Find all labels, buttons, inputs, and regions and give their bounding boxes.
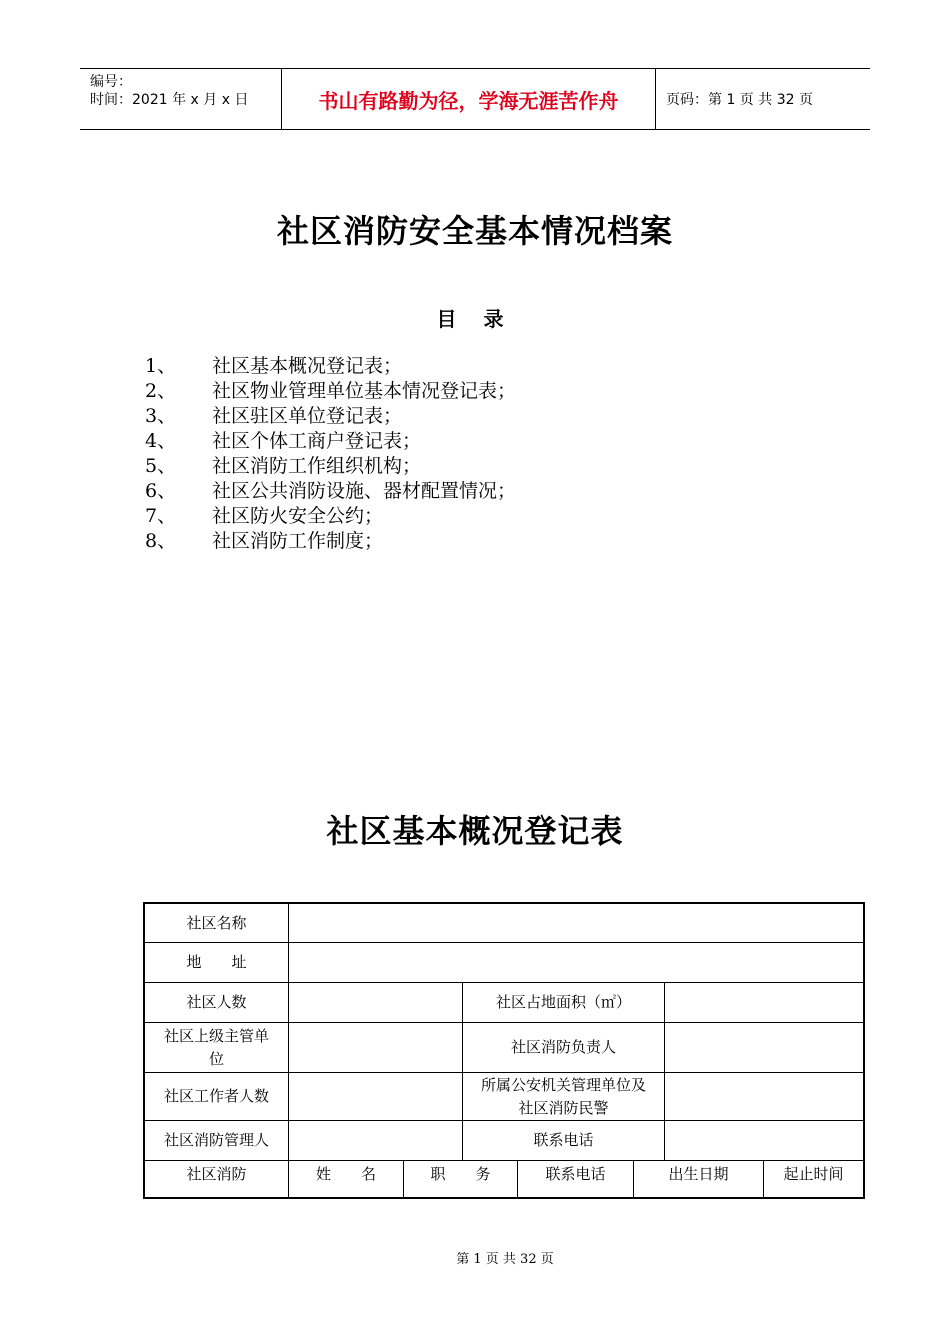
superior-unit-field[interactable]: [289, 1023, 463, 1073]
table-of-contents: [145, 354, 516, 554]
toc-item-text: 社区驻区单位登记表；: [212, 405, 403, 427]
address-label: 地 址: [145, 943, 289, 983]
community-name-label: 社区名称: [145, 904, 289, 943]
area-field[interactable]: [665, 983, 863, 1023]
registration-table: [143, 902, 865, 1199]
toc-item-number: 3、: [145, 405, 177, 427]
number-label: 编号：: [90, 74, 132, 90]
workers-field[interactable]: [289, 1073, 463, 1121]
address-field[interactable]: [289, 943, 863, 983]
phone-label: 联系电话: [463, 1121, 665, 1161]
header-page-info: 页码：第 1 页 共 32 页: [666, 92, 813, 108]
police-unit-label: 所属公安机关管理单位及社区消防民警: [463, 1073, 665, 1121]
toc-item-number: 6、: [145, 480, 177, 502]
document-title: 社区消防安全基本情况档案: [276, 212, 673, 250]
toc-item: [145, 429, 516, 454]
toc-item: [145, 379, 516, 404]
toc-item: [145, 504, 516, 529]
column-position: 职 务: [404, 1161, 518, 1197]
police-unit-field[interactable]: [665, 1073, 863, 1121]
toc-item-text: 社区消防工作制度；: [212, 530, 384, 552]
toc-item: [145, 479, 516, 504]
fire-manager-field[interactable]: [289, 1121, 463, 1161]
page-footer: 第 1 页 共 32 页: [456, 1252, 554, 1267]
toc-item-text: 社区公共消防设施、器材配置情况；: [212, 480, 517, 502]
fire-manager-label: 社区消防管理人: [145, 1121, 289, 1161]
column-phone: 联系电话: [518, 1161, 634, 1197]
toc-item-number: 7、: [145, 505, 177, 527]
header-meta: [80, 69, 282, 129]
workers-label: 社区工作者人数: [145, 1073, 289, 1121]
toc-item: [145, 454, 516, 479]
community-name-field[interactable]: [289, 904, 863, 943]
toc-item-text: 社区防火安全公约；: [212, 505, 384, 527]
fire-group-label: 社区消防: [145, 1161, 289, 1197]
superior-unit-label: 社区上级主管单位: [145, 1023, 289, 1073]
header-motto: 书山有路勤为径，学海无涯苦作舟: [282, 69, 656, 129]
toc-item-number: 8、: [145, 530, 177, 552]
area-label: 社区占地面积（㎡）: [463, 983, 665, 1023]
toc-item-text: 社区基本概况登记表；: [212, 355, 403, 377]
toc-item-number: 5、: [145, 455, 177, 477]
time-label: 时间：2021 年 x 月 x 日: [90, 92, 249, 108]
toc-item: [145, 529, 516, 554]
section-title: 社区基本概况登记表: [326, 812, 624, 850]
fire-leader-field[interactable]: [665, 1023, 863, 1073]
page-header: [80, 68, 870, 130]
column-name: 姓 名: [289, 1161, 404, 1197]
toc-item: [145, 404, 516, 429]
toc-item-number: 2、: [145, 380, 177, 402]
column-birth-date: 出生日期: [634, 1161, 764, 1197]
population-label: 社区人数: [145, 983, 289, 1023]
fire-leader-label: 社区消防负责人: [463, 1023, 665, 1073]
toc-item: [145, 354, 516, 379]
toc-item-text: 社区消防工作组织机构；: [212, 455, 422, 477]
column-term: 起止时间: [783, 1165, 844, 1183]
toc-item-number: 1、: [145, 355, 177, 377]
population-field[interactable]: [289, 983, 463, 1023]
phone-field[interactable]: [665, 1121, 863, 1161]
toc-item-text: 社区物业管理单位基本情况登记表；: [212, 380, 517, 402]
toc-title: 目 录: [436, 307, 514, 331]
toc-item-number: 4、: [145, 430, 177, 452]
toc-item-text: 社区个体工商户登记表；: [212, 430, 422, 452]
